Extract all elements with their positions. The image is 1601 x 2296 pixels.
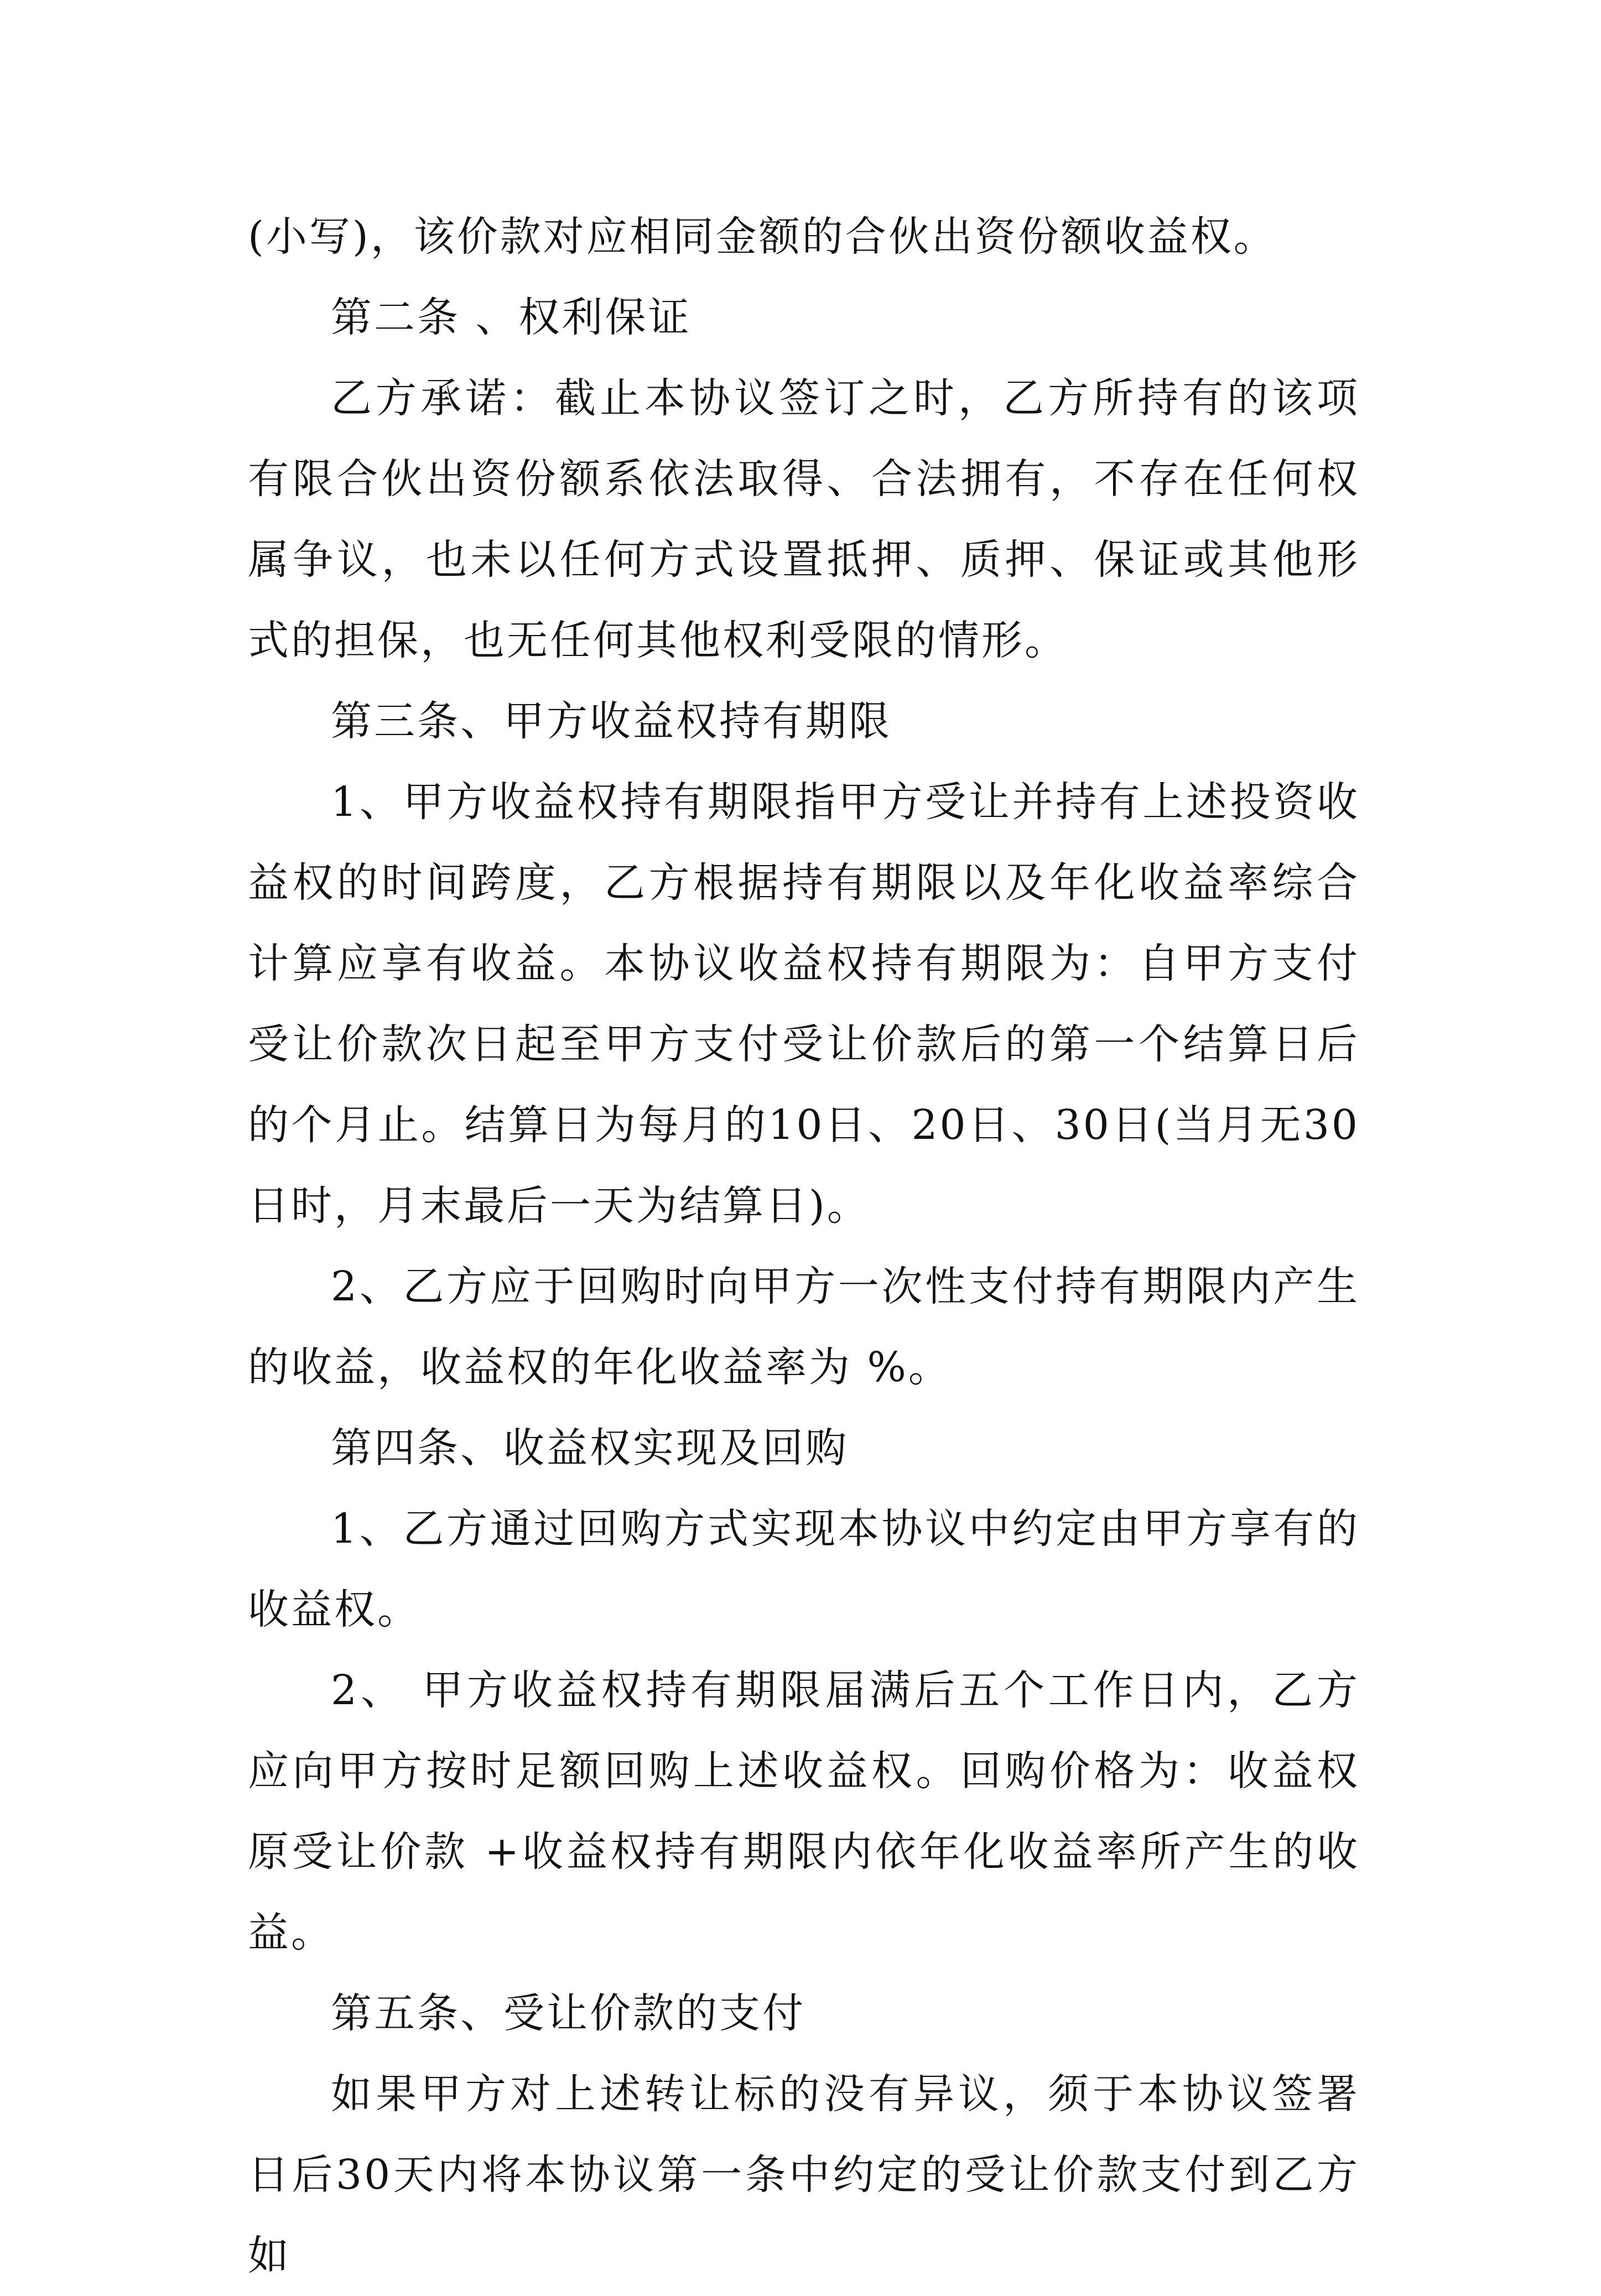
- article-3-clause-1: 1、甲方收益权持有期限指甲方受让并持有上述投资收益权的时间跨度，乙方根据持有期限以及年化收益率综合计算应享有收益。本协议收益权持有期限为：自甲方支付受让价款次日起至甲方支付受让价款后的第一个结算日后的个月止。结算日为每月的10日、20日、30日(当月无30日时，月末最后一天为结算日)。: [248, 778, 1360, 1230]
- article-2-heading: 第二条 、权利保证: [331, 294, 692, 341]
- article-3-clause-2: 2、乙方应于回购时向甲方一次性支付持有期限内产生的收益，收益权的年化收益率为 %。: [248, 1263, 1360, 1391]
- article-4-heading: 第四条、收益权实现及回购: [331, 1424, 849, 1472]
- document-body: [248, 196, 1360, 2296]
- paragraph-continuation: (小写)，该价款对应相同金额的合伙出资份额收益权。: [248, 213, 1277, 261]
- article-4-clause-1: 1、乙方通过回购方式实现本协议中约定由甲方享有的收益权。: [248, 1505, 1360, 1633]
- article-3-heading: 第三条、甲方收益权持有期限: [331, 697, 892, 745]
- article-4-clause-2: 2、 甲方收益权持有期限届满后五个工作日内，乙方应向甲方按时足额回购上述收益权。回购价格为：收益权原受让价款 +收益权持有期限内依年化收益率所产生的收益。: [248, 1667, 1360, 1956]
- article-5-paragraph: 如果甲方对上述转让标的没有异议，须于本协议签署日后30天内将本协议第一条中约定的受让价款支付到乙方如: [248, 2070, 1360, 2279]
- article-2-paragraph: 乙方承诺：截止本协议签订之时，乙方所持有的该项有限合伙出资份额系依法取得、合法拥有，不存在任何权属争议，也未以任何方式设置抵押、质押、保证或其他形式的担保，也无任何其他权利受限的情形。: [248, 374, 1360, 664]
- article-5-heading: 第五条、受让价款的支付: [331, 1990, 805, 2037]
